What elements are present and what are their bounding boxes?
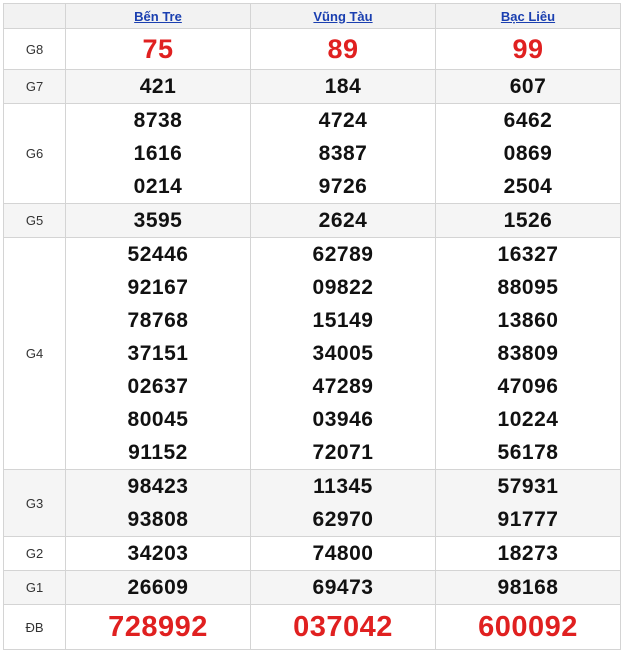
prize-cell bbox=[436, 104, 621, 204]
prize-label: G8 bbox=[4, 29, 66, 70]
prize-number: 3595 bbox=[133, 209, 183, 232]
prize-number: 03946 bbox=[312, 408, 374, 431]
prize-cell bbox=[251, 204, 436, 238]
prize-number: 91777 bbox=[497, 508, 559, 531]
prize-row-g5 bbox=[4, 204, 621, 238]
prize-number: 52446 bbox=[127, 243, 189, 266]
prize-number: 2624 bbox=[318, 209, 368, 232]
prize-number: 9726 bbox=[318, 175, 368, 198]
lottery-results-table bbox=[3, 3, 621, 650]
prize-number: 02637 bbox=[127, 375, 189, 398]
prize-cell bbox=[251, 238, 436, 470]
province-link-bac-lieu[interactable]: Bạc Liêu bbox=[500, 8, 556, 24]
prize-cell bbox=[436, 605, 621, 650]
prize-number: 99 bbox=[512, 34, 544, 64]
prize-cell bbox=[251, 605, 436, 650]
prize-cell bbox=[436, 470, 621, 537]
prize-cell bbox=[251, 571, 436, 605]
prize-number: 69473 bbox=[312, 576, 374, 599]
prize-number: 607 bbox=[509, 75, 547, 98]
prize-label: G5 bbox=[4, 204, 66, 238]
prize-number: 62789 bbox=[312, 243, 374, 266]
prize-number: 83809 bbox=[497, 342, 559, 365]
prize-number: 47289 bbox=[312, 375, 374, 398]
prize-number: 89 bbox=[327, 34, 359, 64]
prize-number: 6462 bbox=[503, 109, 553, 132]
prize-label: ĐB bbox=[4, 605, 66, 650]
prize-number: 72071 bbox=[312, 441, 374, 464]
header-corner bbox=[4, 4, 66, 29]
prize-row-g1 bbox=[4, 571, 621, 605]
header-province-2 bbox=[251, 4, 436, 29]
prize-number: 15149 bbox=[312, 309, 374, 332]
prize-row-g3 bbox=[4, 470, 621, 537]
prize-cell bbox=[66, 238, 251, 470]
province-link-ben-tre[interactable]: Bến Tre bbox=[134, 8, 182, 24]
prize-cell bbox=[66, 605, 251, 650]
prize-cell bbox=[436, 238, 621, 470]
prize-row-g8 bbox=[4, 29, 621, 70]
prize-number: 57931 bbox=[497, 475, 559, 498]
prize-cell bbox=[436, 571, 621, 605]
prize-number: 37151 bbox=[127, 342, 189, 365]
prize-row-g7 bbox=[4, 70, 621, 104]
prize-number: 2504 bbox=[503, 175, 553, 198]
prize-cell bbox=[436, 29, 621, 70]
prize-number: 8738 bbox=[133, 109, 183, 132]
prize-row-g4 bbox=[4, 238, 621, 470]
prize-label: G6 bbox=[4, 104, 66, 204]
prize-number: 88095 bbox=[497, 276, 559, 299]
prize-number: 98423 bbox=[127, 475, 189, 498]
prize-number: 1526 bbox=[503, 209, 553, 232]
prize-number: 4724 bbox=[318, 109, 368, 132]
prize-cell bbox=[66, 29, 251, 70]
header-province-3 bbox=[436, 4, 621, 29]
prize-cell bbox=[66, 204, 251, 238]
prize-number: 11345 bbox=[313, 475, 373, 498]
prize-number: 18273 bbox=[497, 542, 559, 565]
prize-number: 34005 bbox=[312, 342, 374, 365]
prize-row-g6 bbox=[4, 104, 621, 204]
prize-number: 16327 bbox=[497, 243, 559, 266]
prize-number: 75 bbox=[142, 34, 174, 64]
province-link-vung-tau[interactable]: Vũng Tàu bbox=[313, 8, 373, 24]
prize-rows bbox=[4, 29, 621, 650]
prize-number: 34203 bbox=[127, 542, 189, 565]
prize-cell bbox=[66, 70, 251, 104]
prize-number: 09822 bbox=[312, 276, 374, 299]
prize-label: G7 bbox=[4, 70, 66, 104]
prize-cell bbox=[66, 571, 251, 605]
prize-row-g2 bbox=[4, 537, 621, 571]
prize-cell bbox=[436, 204, 621, 238]
prize-label: G1 bbox=[4, 571, 66, 605]
prize-number: 92167 bbox=[127, 276, 189, 299]
prize-cell bbox=[251, 470, 436, 537]
prize-label: G3 bbox=[4, 470, 66, 537]
prize-number: 80045 bbox=[127, 408, 189, 431]
header-province-1 bbox=[66, 4, 251, 29]
prize-number: 0869 bbox=[503, 142, 553, 165]
prize-cell bbox=[436, 537, 621, 571]
prize-number: 78768 bbox=[127, 309, 189, 332]
header-row bbox=[4, 4, 621, 29]
special-prize-number: 600092 bbox=[478, 611, 578, 643]
prize-number: 13860 bbox=[497, 309, 559, 332]
prize-number: 62970 bbox=[312, 508, 374, 531]
special-prize-number: 037042 bbox=[293, 611, 393, 643]
prize-number: 184 bbox=[324, 75, 362, 98]
prize-number: 47096 bbox=[497, 375, 559, 398]
prize-cell bbox=[251, 70, 436, 104]
prize-cell bbox=[251, 537, 436, 571]
prize-cell bbox=[251, 29, 436, 70]
prize-cell bbox=[66, 104, 251, 204]
prize-number: 8387 bbox=[318, 142, 368, 165]
prize-label: G4 bbox=[4, 238, 66, 470]
special-prize-number: 728992 bbox=[108, 611, 208, 643]
prize-number: 421 bbox=[139, 75, 177, 98]
prize-number: 74800 bbox=[312, 542, 374, 565]
prize-cell bbox=[66, 537, 251, 571]
prize-cell bbox=[251, 104, 436, 204]
prize-cell bbox=[66, 470, 251, 537]
prize-number: 10224 bbox=[497, 408, 559, 431]
prize-label: G2 bbox=[4, 537, 66, 571]
prize-cell bbox=[436, 70, 621, 104]
prize-number: 56178 bbox=[497, 441, 559, 464]
prize-number: 93808 bbox=[127, 508, 189, 531]
prize-row-đb bbox=[4, 605, 621, 650]
prize-number: 98168 bbox=[497, 576, 559, 599]
prize-number: 0214 bbox=[133, 175, 183, 198]
prize-number: 1616 bbox=[133, 142, 183, 165]
prize-number: 91152 bbox=[128, 441, 188, 464]
prize-number: 26609 bbox=[127, 576, 189, 599]
